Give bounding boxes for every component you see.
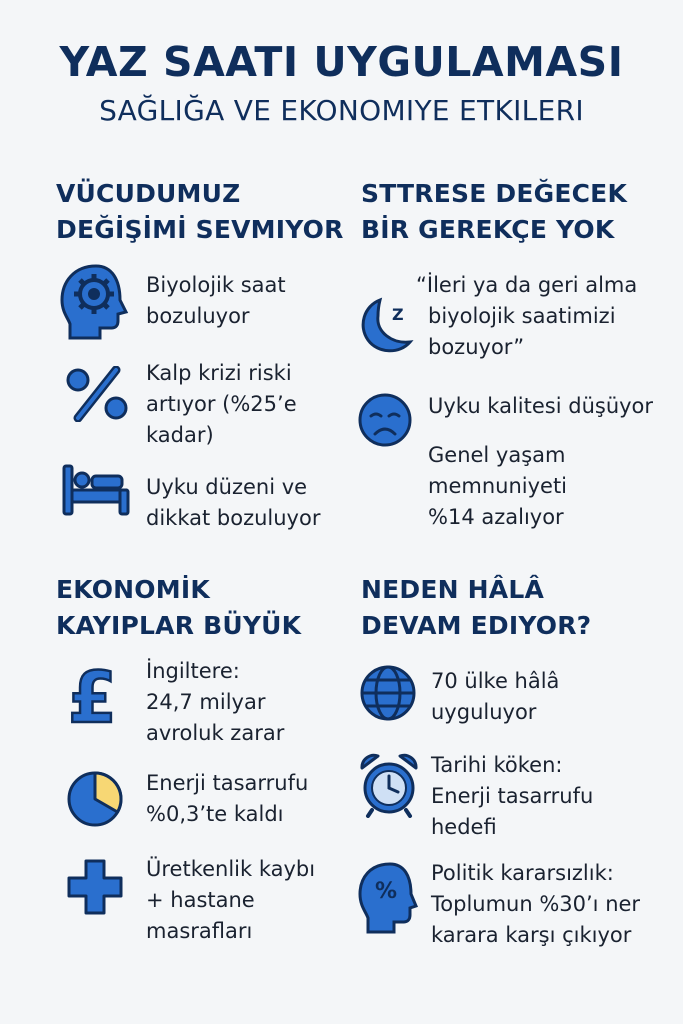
alarm-clock-icon — [358, 752, 420, 818]
page-title: YAZ SAATI UYGULAMASI — [59, 38, 624, 86]
head-percent-icon — [356, 860, 420, 936]
moon-sleep-icon — [356, 296, 416, 356]
svg-text:£: £ — [68, 662, 117, 728]
section-title-economic: EKONOMİK KAYIPLAR BÜYÜK — [56, 575, 302, 640]
svg-text:%: % — [375, 879, 398, 904]
item-countries: 70 ülke hâlâ uyguluyor — [431, 669, 560, 724]
medical-cross-icon — [66, 858, 124, 916]
section-title-stress: STTRESE DEĞECEK BİR GEREKÇE YOK — [361, 179, 628, 244]
pie-chart-icon — [66, 770, 124, 828]
item-productivity: Üretkenlik kaybı + hastane masrafları — [146, 857, 316, 943]
sad-face-icon — [357, 392, 413, 448]
item-sleep-quality: Uyku kalitesi düşüyor — [428, 394, 654, 418]
section-title-body: VÜCUDUMUZ DEĞİŞİMİ SEVMIYOR — [56, 179, 344, 244]
item-sleep-pattern: Uyku düzeni ve dikkat bozuluyor — [146, 475, 321, 530]
pound-icon — [64, 662, 124, 728]
item-energy-saving: Enerji tasarrufu %0,3’te kaldı — [146, 771, 309, 826]
item-biological-clock: Biyolojik saat bozuluyor — [146, 273, 286, 328]
item-life-satisfaction: Genel yaşam memnuniyeti %14 azalıyor — [428, 443, 568, 529]
percent-icon — [64, 366, 130, 422]
bed-icon — [62, 464, 132, 516]
item-historical-origin: Tarihi köken: Enerji tasarrufu hedefi — [431, 753, 594, 839]
page-subtitle: SAĞLIĞA VE EKONOMIYE ETKILERI — [99, 94, 584, 127]
globe-icon — [359, 664, 417, 722]
item-uk-loss: İngiltere: 24,7 milyar avroluk zarar — [146, 659, 285, 745]
item-heart-attack: Kalp krizi riski artıyor (%25’e kadar) — [146, 361, 297, 447]
svg-text:Z: Z — [392, 305, 404, 324]
item-political: Politik kararsızlık: Toplumun %30’ı ner karara karşı çıkıyor — [431, 861, 641, 947]
section-title-why: NEDEN HÂLÂ DEVAM EDIYOR? — [361, 575, 592, 640]
head-gear-icon — [56, 262, 132, 342]
item-quote: “İleri ya da geri alma biyolojik saatimizi bozuyor” — [416, 273, 638, 359]
